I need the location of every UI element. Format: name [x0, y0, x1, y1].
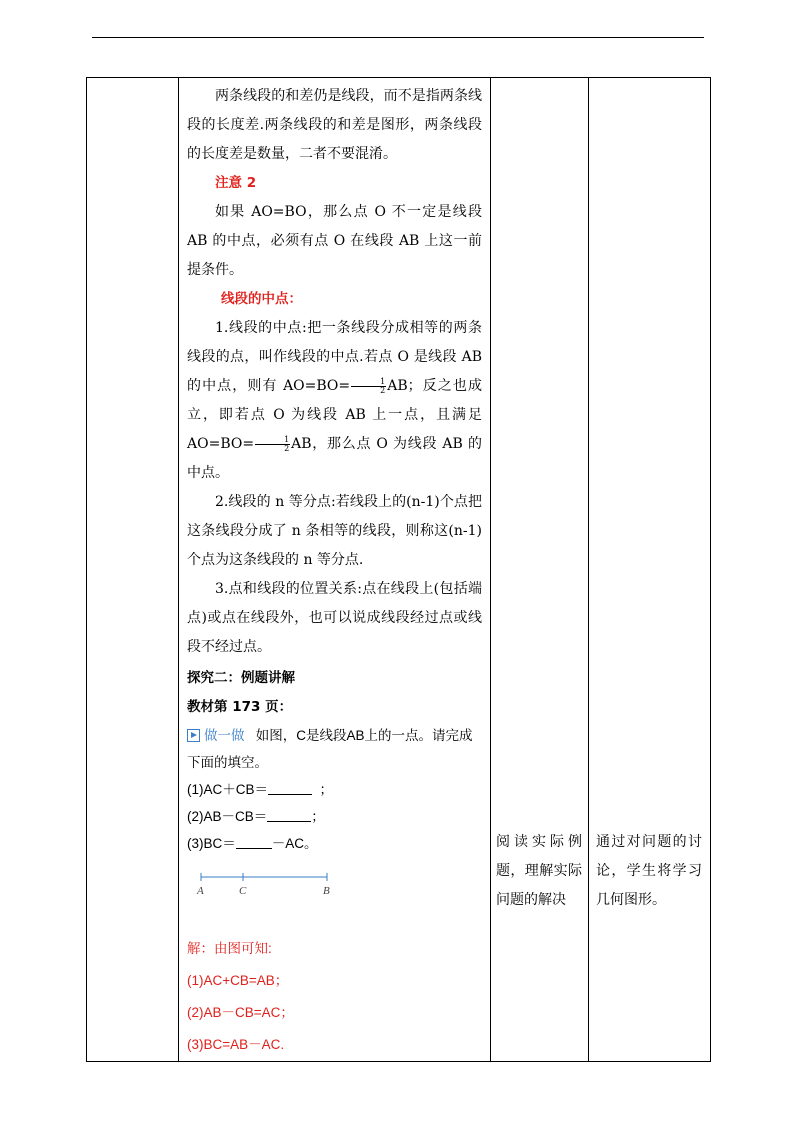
note2-title: 注意 2	[215, 175, 257, 191]
book-reference: 教材第 173 页：	[187, 699, 293, 715]
midpoint-item-2: 2.线段的 n 等分点:若线段上的(n-1)个点把这条线段分成了 n 条相等的线段，则称这(n-1)个点为这条线段的 n 等分点.	[187, 494, 482, 568]
midpoint-title: 线段的中点：	[221, 291, 302, 307]
explore-title: 探究二：例题讲解	[187, 670, 295, 686]
play-icon	[187, 729, 200, 742]
question-1	[187, 776, 482, 803]
q3-end: －AC。	[271, 836, 318, 851]
content-column	[179, 78, 491, 1062]
question-2	[187, 803, 482, 830]
try-it-label: 做一做	[204, 728, 245, 743]
stage-column	[87, 78, 179, 1062]
q2-text: (2)AB－CB＝	[187, 809, 268, 824]
point-a-label: A	[197, 885, 204, 897]
fraction-half	[351, 378, 386, 395]
fraction-denominator: 2	[380, 385, 386, 395]
midpoint-item-3: 3.点和线段的位置关系:点在线段上(包括端点)或点在线段外，也可以说成线段经过点或线段不经过点。	[187, 581, 482, 655]
q3-text: (3)BC＝	[187, 836, 236, 851]
answer-blank	[267, 809, 311, 822]
point-b-label: B	[323, 885, 330, 897]
fraction-half	[255, 436, 290, 453]
fraction-denominator: 2	[284, 443, 290, 453]
item1-text-a: 1.线段的中点:把一条线段分成相等的两条线段的点，叫作线段的中点.若点 O 是线段 AB 的中点，则有 AO=BO=	[187, 320, 482, 394]
solution-2: (2)AB－CB=AC；	[187, 1005, 294, 1020]
answer-blank	[268, 782, 312, 795]
answer-blank	[236, 836, 272, 849]
solution-1: (1)AC+CB=AB；	[187, 973, 289, 988]
note2-text: 如果 AO=BO，那么点 O 不一定是线段 AB 的中点，必须有点 O 在线段 AB 上这一前提条件。	[187, 204, 482, 278]
header-rule	[92, 37, 704, 38]
solution-3: (3)BC=AB－AC.	[187, 1037, 285, 1052]
q1-end: ；	[319, 782, 334, 797]
try-it-line	[187, 722, 482, 776]
fraction-numerator: 1	[351, 378, 386, 387]
fraction-numerator: 1	[255, 436, 290, 445]
design-intent-text: 通过对问题的讨论，学生将学习几何图形。	[596, 834, 702, 908]
q1-text: (1)AC＋CB＝	[187, 782, 269, 797]
note-paragraph: 两条线段的和差仍是线段，而不是指两条线段的长度差.两条线段的和差是图形，两条线段的长度差是数量，二者不要混淆。	[187, 88, 482, 162]
q2-end: ；	[311, 809, 325, 824]
segment-diagram	[193, 861, 343, 901]
midpoint-item-1	[187, 314, 482, 488]
student-activity-text: 阅读实际例题，理解实际问题的解决	[496, 834, 582, 908]
try-it-text: 如图，C是线段AB上的一点。请完成下面的填空。	[187, 728, 473, 770]
point-c-label: C	[239, 885, 247, 897]
item1-text-c: AB，那么点 O 为线段 AB 的中点。	[187, 436, 482, 481]
question-3	[187, 830, 482, 857]
solution-title: 解：由图可知:	[187, 941, 272, 956]
item1-text-b: AB；反之也成立，即若点 O 为线段 AB 上一点，且满足 AO=BO=	[187, 378, 482, 452]
